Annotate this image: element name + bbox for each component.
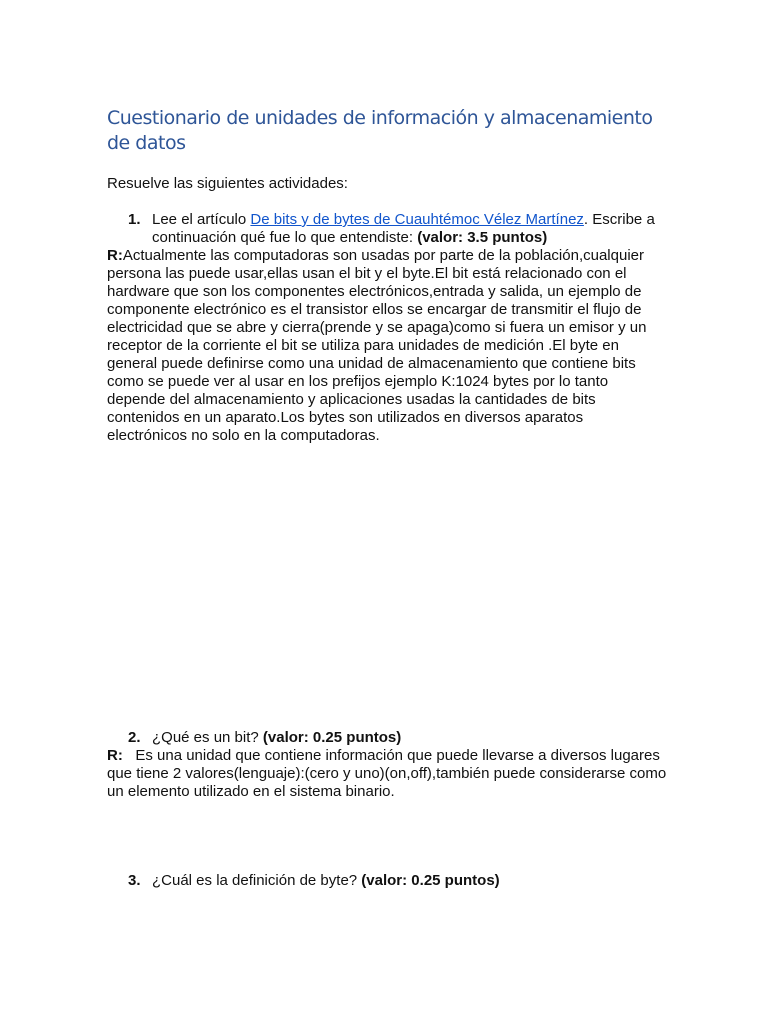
answer-text: Es una unidad que contiene información que puede llevarse a diversos lugares que tiene 2 valores(lenguaje):(cero y uno)(on,off),también puede considerarse como un elemento utilizado en el sistema binario. — [107, 747, 671, 800]
answer-1 — [107, 247, 667, 445]
instructions-text: Resuelve las siguientes actividades: — [107, 175, 348, 192]
question-number: 3. — [128, 872, 141, 889]
question-1 — [128, 211, 668, 247]
answer-2 — [107, 747, 671, 801]
question-text-start: ¿Qué es un bit? — [152, 729, 263, 746]
question-text-end: . Escribe a continuación qué fue lo que entendiste: — [152, 211, 655, 246]
question-value: (valor: 3.5 puntos) — [417, 229, 548, 246]
question-value: (valor: 0.25 puntos) — [262, 729, 402, 746]
question-text — [152, 872, 668, 890]
answer-text: Actualmente las computadoras son usadas por parte de la población,cualquier persona las puede usar,ellas usan el bit y el byte.El bit está relacionado con el hardware que son los componentes electrónicos,entrada y salida, un ejemplo de componente electrónico es el transistor ellos se encargar de transmitir el flujo de electricidad que se abre y cierra(prende y se apaga)como si fuera un emisor y un receptor de la corriente el bit se utiliza para unidades de medición .El byte en general puede definirse como una unidad de almacenamiento que contiene bits como se puede ver al usar en los prefijos ejemplo K:1024 bytes por lo tanto depende del almacenamiento y aplicaciones usadas la cantidades de bits contenidos en un aparato.Los bytes son utilizados en diversos aparatos electrónicos no solo en la computadoras. — [107, 247, 647, 444]
question-2 — [128, 729, 668, 747]
answer-label: R: — [107, 247, 123, 264]
question-number: 1. — [128, 211, 141, 228]
question-text — [152, 211, 668, 247]
question-text-start: Lee el artículo — [152, 211, 251, 228]
question-value: (valor: 0.25 puntos) — [361, 872, 500, 889]
question-text-start: ¿Cuál es la definición de byte? — [152, 872, 362, 889]
question-text — [152, 729, 668, 747]
question-number: 2. — [128, 729, 141, 746]
answer-label: R: — [107, 747, 123, 764]
article-link[interactable]: De bits y de bytes de Cuauhtémoc Vélez Martínez — [250, 211, 584, 228]
document-title: Cuestionario de unidades de información y almacenamiento de datos — [107, 107, 653, 154]
question-3 — [128, 872, 668, 890]
